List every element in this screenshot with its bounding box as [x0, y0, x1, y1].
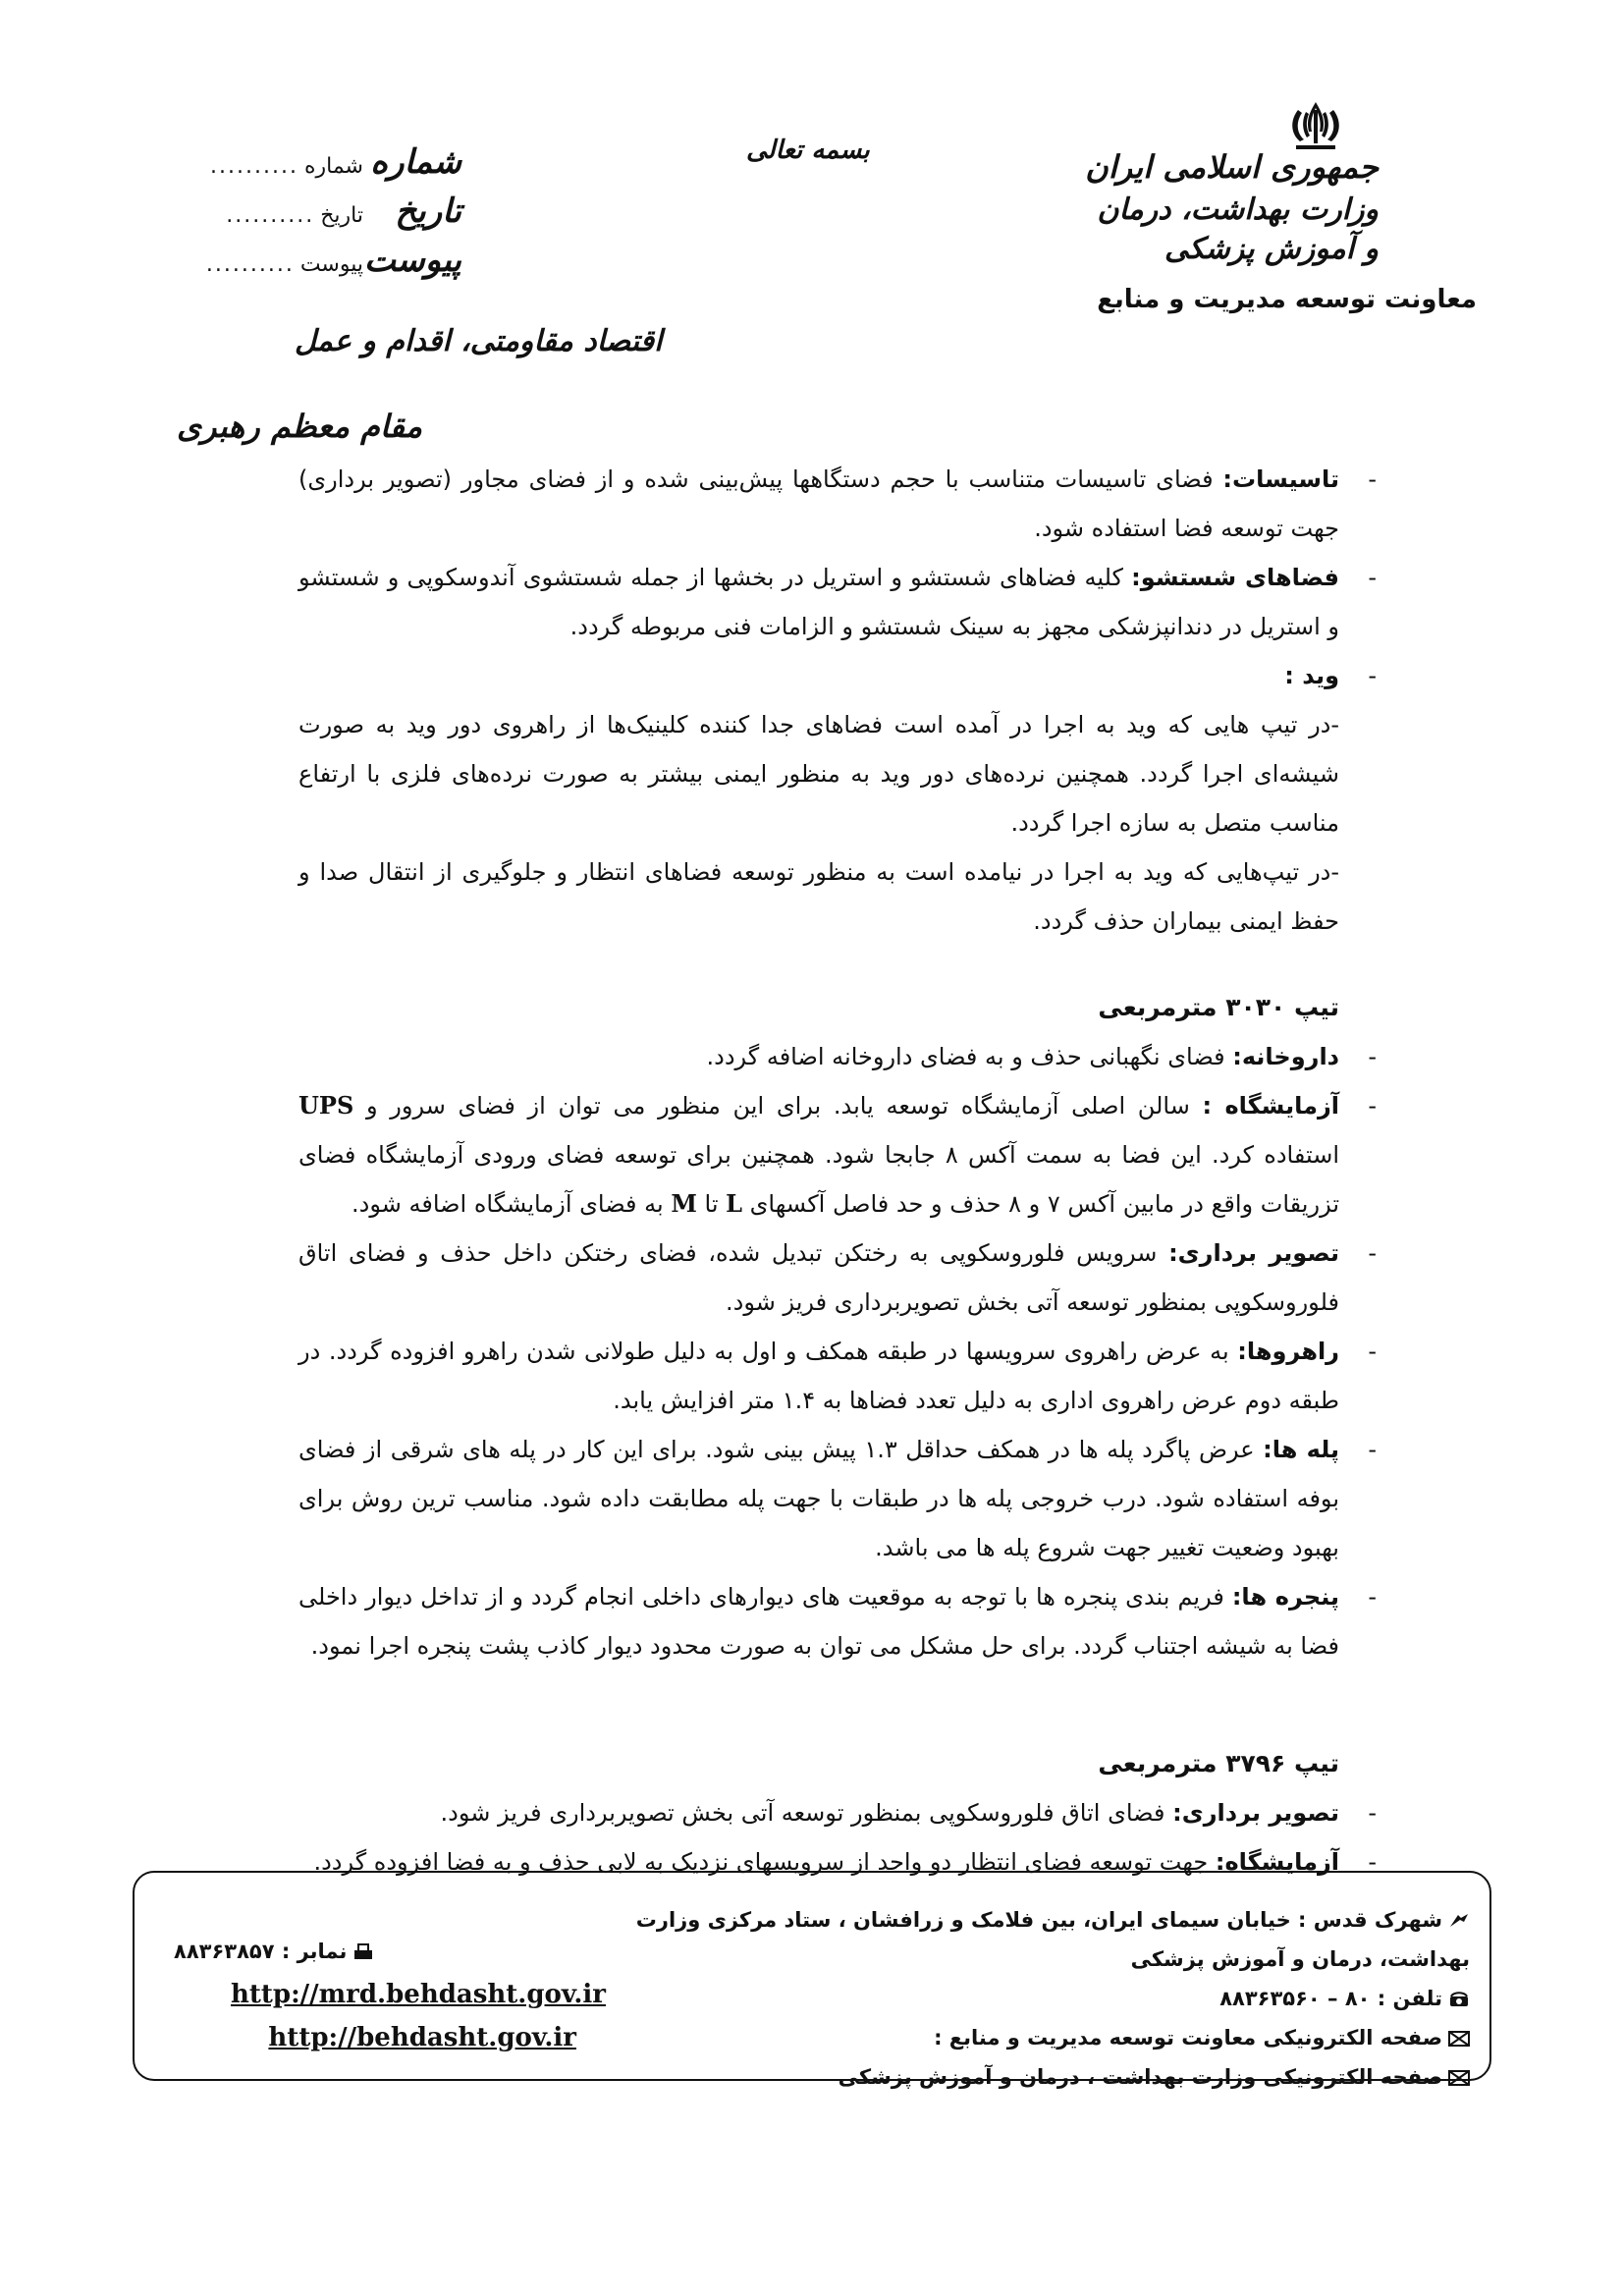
attachment-label: پیوست	[299, 252, 363, 277]
bullet-dash: -	[1368, 1583, 1377, 1611]
bullet-dash: -	[1368, 1799, 1377, 1827]
footer-ministry-label: صفحه الکترونیکی وزارت بهداشت ، درمان و آموزش پزشکی	[838, 2065, 1442, 2089]
ministry-country: جمهوری اسلامی ایران	[1085, 148, 1379, 186]
text-azmayeshgah-ta: تا	[696, 1190, 727, 1218]
ministry-website-link[interactable]: http://behdasht.gov.ir	[268, 2023, 576, 2052]
item-shostesho	[298, 553, 1377, 651]
bullet-dash: -	[1368, 1043, 1377, 1070]
text-tasvir-bardari: سرویس فلوروسکوپی به رختکن تبدیل شده، فضای رختکن داخل حذف و فضای اتاق فلوروسکوپی بمنظور توسعه آتی بخش تصویربرداری فریز شود.	[298, 1239, 1339, 1316]
term-tasisat: تاسیسات:	[1222, 465, 1339, 493]
footer-fax	[174, 1930, 606, 1973]
meta-number	[196, 142, 461, 191]
term-panjereha: پنجره ها:	[1231, 1583, 1339, 1611]
footer-address	[586, 1900, 1470, 1979]
attachment-dots: ..........	[205, 252, 295, 277]
bullet-dash: -	[1368, 662, 1377, 689]
term-azmayeshgah-2: آزمایشگاه:	[1215, 1848, 1339, 1876]
date-dots: ..........	[226, 203, 315, 228]
item-tasvir-bardari-2	[298, 1788, 1377, 1837]
text-tasvir-bardari-2: فضای اتاق فلوروسکوپی بمنظور توسعه آتی بخش تصویربرداری فریز شود.	[440, 1799, 1173, 1827]
term-void: وید :	[1284, 662, 1339, 689]
number-dots: ..........	[210, 154, 298, 179]
term-rahroha: راهروها:	[1237, 1338, 1339, 1365]
term-tasvir-bardari-2: تصویر برداری:	[1172, 1799, 1339, 1827]
ministry-name	[1084, 147, 1379, 269]
envelope-icon	[1448, 1912, 1470, 1930]
footer-phone-text: تلفن : ۸۰ – ۸۸۳۶۳۵۶۰	[1219, 1987, 1442, 2010]
item-panjereha	[298, 1572, 1377, 1670]
mail-box-icon	[1448, 2069, 1470, 2087]
meta-attachment	[196, 241, 461, 290]
item-pelleha	[298, 1425, 1377, 1572]
bullet-dash: -	[1368, 1239, 1377, 1267]
letter-body	[298, 455, 1377, 1886]
bullet-dash: -	[1368, 465, 1377, 493]
text-shostesho: کلیه فضاهای شستشو و استریل در بخشها از جمله شستشوی آندوسکوپی و شستشو و استریل در دندانپزشکی مجهز به سینک شستشو و الزامات فنی مربوطه گردد.	[298, 564, 1339, 640]
item-tasvir-bardari	[298, 1229, 1377, 1327]
footer-ministry	[586, 2057, 1470, 2097]
footer-address-text: شهرک قدس : خیابان سیمای ایران، بین فلامک و زرافشان ، ستاد مرکزی وزارت بهداشت، درمان و آموزش پزشکی	[635, 1908, 1470, 1971]
text-rahroha: به عرض راهروی سرویسها در طبقه همکف و اول به دلیل طولانی شدن راهرو افزوده گردد. در طبقه دوم عرض راهروی اداری به دلیل تعدد فضاها به ۱.۴ متر افزایش یابد.	[298, 1338, 1339, 1414]
number-script: شماره	[370, 142, 461, 182]
slogan-attribution: مقام معظم رهبری	[177, 408, 422, 445]
bullet-dash: -	[1368, 1436, 1377, 1463]
mrd-website-link[interactable]: http://mrd.behdasht.gov.ir	[230, 1980, 606, 2009]
slogan: اقتصاد مقاومتی، اقدام و عمل	[295, 324, 663, 358]
phone-icon	[1448, 1991, 1470, 2008]
text-azmayeshgah-c: به فضای آزمایشگاه اضافه شود.	[352, 1190, 672, 1218]
date-label: تاریخ	[320, 203, 363, 228]
term-azmayeshgah: آزمایشگاه :	[1202, 1092, 1339, 1120]
axis-l-label: L	[726, 1189, 743, 1218]
deputy-title: معاونت توسعه مدیریت و منابع	[1097, 285, 1477, 314]
footer-fax-text: نمابر : ۸۸۳۶۳۸۵۷	[174, 1940, 348, 1963]
letter-meta	[196, 142, 461, 290]
footer-phone	[586, 1979, 1470, 2018]
text-azmayeshgah-a: سالن اصلی آزمایشگاه توسعه یابد. برای این منظور می توان از فضای سرور و	[353, 1092, 1203, 1120]
meta-date	[196, 191, 461, 241]
axis-m-label: M	[671, 1189, 697, 1218]
item-void	[298, 651, 1377, 700]
item-tasisat	[298, 455, 1377, 553]
footer-contact-lines	[586, 1900, 1470, 2097]
ups-label: UPS	[298, 1091, 354, 1120]
term-darookhane: داروخانه:	[1232, 1043, 1339, 1070]
item-rahroha	[298, 1327, 1377, 1425]
text-tasisat: فضای تاسیسات متناسب با حجم دستگاهها پیش‌بینی شده و از فضای مجاور (تصویر برداری) جهت توسعه فضا استفاده شود.	[298, 465, 1339, 542]
item-azmayeshgah	[298, 1081, 1377, 1229]
date-script: تاریخ	[395, 191, 461, 231]
text-azmayeshgah-2: جهت توسعه فضای انتظار دو واحد از سرویسهای نزدیک به لابی حذف و به فضا افزوده گردد.	[313, 1848, 1216, 1876]
mail-box-icon	[1448, 2030, 1470, 2048]
term-tasvir-bardari: تصویر برداری:	[1168, 1239, 1340, 1267]
item-darookhane	[298, 1032, 1377, 1081]
bullet-dash: -	[1368, 1848, 1377, 1876]
number-label: شماره	[303, 154, 363, 179]
footer-mrd-label: صفحه الکترونیکی معاونت توسعه مدیریت و منابع :	[934, 2026, 1442, 2050]
contact-footer	[133, 1871, 1491, 2089]
text-azmayeshgah-b: استفاده کرد. این فضا به سمت آکس ۸ جابجا شود. همچنین برای توسعه فضای ورودی آزمایشگاه فضای تزریقات واقع در مابین آکس ۷ و ۸ حذف و حد فاصل آکسهای	[298, 1141, 1339, 1218]
heading-type-3796: تیپ ۳۷۹۶ مترمربعی	[1098, 1749, 1339, 1777]
text-panjereha: فریم بندی پنجره ها با توجه به موقعیت های دیوارهای داخلی انجام گردد و از تداخل دیوار داخلی فضا به شیشه اجتناب گردد. برای حل مشکل می توان به صورت محدود دیوار کاذب پشت پنجره اجرا نمود.	[298, 1583, 1339, 1660]
text-darookhane: فضای نگهبانی حذف و به فضای داروخانه اضافه گردد.	[706, 1043, 1233, 1070]
text-void-2: -در تیپ‌هایی که وید به اجرا در نیامده است به منظور توسعه فضاهای انتظار و جلوگیری از انتقال صدا و حفظ ایمنی بیماران حذف گردد.	[298, 858, 1339, 935]
ministry-title: وزارت بهداشت، درمان و آموزش پزشکی	[1097, 192, 1379, 266]
heading-type-3030: تیپ ۳۰۳۰ مترمربعی	[1098, 993, 1339, 1021]
bullet-dash: -	[1368, 564, 1377, 591]
term-pelleha: پله ها:	[1263, 1436, 1340, 1463]
text-void-1: -در تیپ هایی که وید به اجرا در آمده است فضاهای جدا کننده کلینیک‌ها از راهروی دور وید به صورت شیشه‌ای اجرا گردد. همچنین نرده‌های دور وید به منظور ایمنی بیشتر به صورت نرده‌های فلزی با ارتفاع مناسب متصل به سازه اجرا گردد.	[298, 711, 1339, 837]
footer-mrd	[586, 2018, 1470, 2057]
bullet-dash: -	[1368, 1092, 1377, 1120]
bullet-dash: -	[1368, 1338, 1377, 1365]
term-shostesho: فضاهای شستشو:	[1131, 564, 1340, 591]
footer-links	[174, 1930, 606, 2059]
bismillah-heading: بسمه تعالی	[746, 136, 870, 165]
fax-icon	[352, 1943, 374, 1961]
attachment-script: پیوست	[363, 241, 461, 280]
text-pelleha: عرض پاگرد پله ها در همکف حداقل ۱.۳ پیش بینی شود. برای این کار در پله های شرقی از فضای بوفه استفاده شود. درب خروجی پله ها در طبقات با جهت پله مطابقت داده شود. مناسب ترین روش برای بهبود وضعیت تغییر جهت شروع پله ها می باشد.	[298, 1436, 1339, 1561]
